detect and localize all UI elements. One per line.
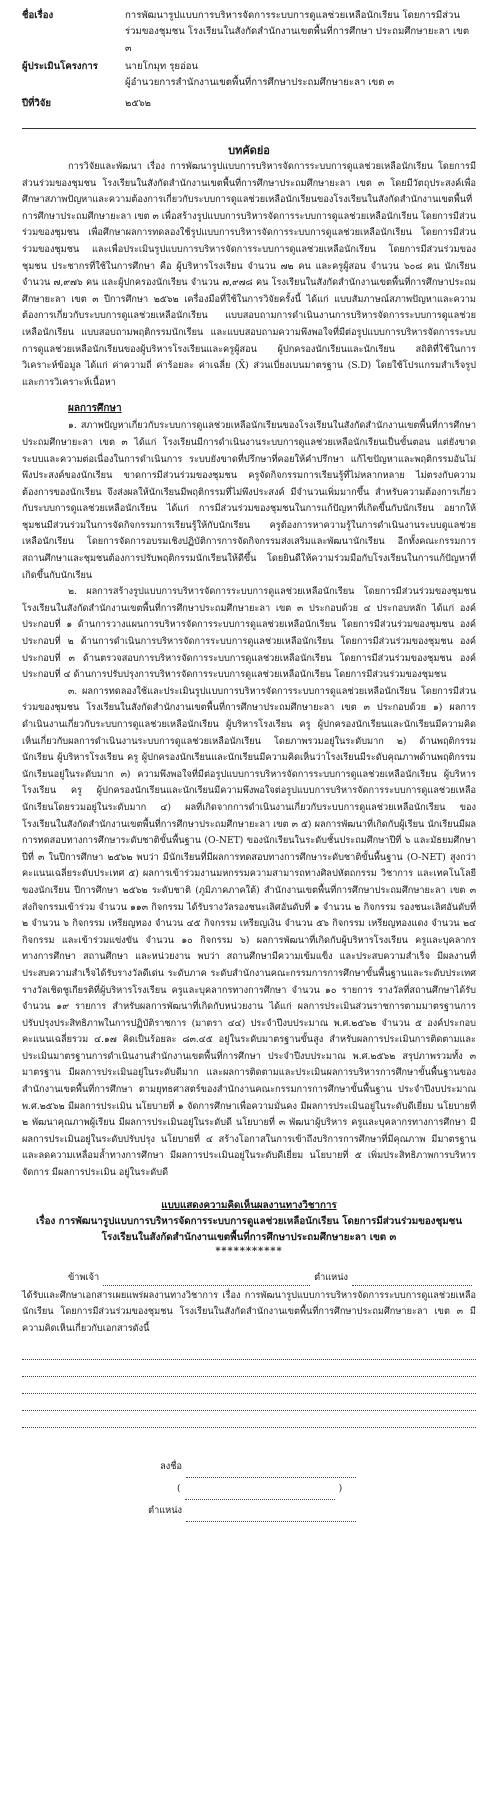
respondent-position-field[interactable]	[352, 1275, 472, 1286]
sign-position-label: ตำแหน่ง	[148, 1505, 182, 1517]
topic-value: การพัฒนารูปแบบการบริหารจัดการระบบการดูแลช่วยเหลือนักเรียน โดยการมีส่วนร่วมของชุมชน โรงเรียนในสังกัดสำนักงานเขตพื้นที่การศึกษา ประถมศึกษายะลา เขต ๓	[125, 10, 470, 54]
topic-label: ชื่อเรื่อง	[22, 10, 54, 21]
result-item-3: ๓. ผลการทดลองใช้และประเมินรูปแบบการบริหารจัดการระบบการดูแลช่วยเหลือนักเรียน โดยการมีส่วนร่วมของชุมชน โรงเรียนในสังกัดสำนักงานเขตพื้นที่การศึกษาประถมศึกษายะลา เขต ๓ ประกอบด้วย ๑) ผลการดำเนินงานเกี่ยวกับระบบการดูแลช่วยเหลือนักเรียน ผู้บริหารโรงเรียน ครู ผู้ปกครองนักเรียนและนักเรียนมีความคิดเห็นเกี่ยวกับผลการดำเนินงานระบบการดูแลช่วยเหลือนักเรียน โดยภาพรวมอยู่ในระดับมาก ๒) ด้านพฤติกรรมนักเรียน ผู้บริหารโรงเรียน ครู ผู้ปกครองนักเรียนและนักเรียนมีความคิดเห็นว่าโรงเรียนมีระดับคุณภาพด้านพฤติกรรมนักเรียนอยู่ในระดับมาก ๓) ความพึงพอใจที่มีต่อรูปแบบการบริหารจัดการระบบการดูแลช่วยเหลือนักเรียน ผู้บริหารโรงเรียน ครู ผู้ปกครองนักเรียนและนักเรียนมีความพึงพอใจต่อรูปแบบการบริหารจัดการระบบการดูแลช่วยเหลือนักเรียนโดยรวมอยู่ในระดับมาก ๔) ผลที่เกิดจากการดำเนินงานเกี่ยวกับระบบการดูแลช่วยเหลือนักเรียน ของโรงเรียนในสังกัดสำนักงานเขตพื้นที่การศึกษาประถมศึกษายะลา เขต ๓ ๕) ผลการพัฒนาที่เกิดกับผู้เรียน นักเรียนมีผลการทดสอบทางการศึกษาระดับชาติขั้นพื้นฐาน (O-NET) ของนักเรียนในระดับชั้นประถมศึกษาปีที่ ๖ และมัธยมศึกษาปีที่ ๓ ในปีการศึกษา ๒๕๖๒ พบว่า มีนักเรียนที่มีผลการทดสอบทางการศึกษาระดับชาติขั้นพื้นฐาน (O-NET) สูงกว่าคะแนนเฉลี่ยระดับประเทศ ๕) ผลการเข้าร่วมงานมหกรรมความสามารถทางศิลปหัตถกรรม วิชาการ และเทคโนโลยีของนักเรียน ปีการศึกษา ๒๕๖๒ ระดับชาติ (ภูมิภาคภาคใต้) สำนักงานเขตพื้นที่การศึกษาประถมศึกษายะลา เขต ๓ ส่งกิจกรรมเข้าร่วม จำนวน ๑๑๓ กิจกรรม ได้รับรางวัลรองชนะเลิศอันดับที่ ๑ จำนวน ๒ กิจกรรม รองชนะเลิศอันดับที่ ๒ จำนวน ๖ กิจกรรม เหรียญทอง จำนวน ๔๕ กิจกรรม เหรียญเงิน จำนวน ๕๖ กิจกรรม เหรียญทองแดง จำนวน ๒๔ กิจกรรม และเข้าร่วมแข่งขัน จำนวน ๑๐ กิจกรรม ๖) ผลการพัฒนาที่เกิดกับผู้บริหารโรงเรียน ครูและบุคลากรทางการศึกษา สถานศึกษา และหน่วยงาน พบว่า สถานศึกษามีความเข้มแข็ง และประสบความสำเร็จ มีผลงานที่ประสบความสำเร็จได้รับรางวัลดีเด่น ระดับภาค ระดับสำนักงานคณะกรรมการการศึกษาขั้นพื้นฐานและระดับประเทศ รางวัลเชิดชูเกียรติที่ผู้บริหารโรงเรียน ครูและบุคลากรทางการศึกษา จำนวน ๑๐ รายการ รางวัลที่สถานศึกษาได้รับ จำนวน ๑๙ รายการ สำหรับผลการพัฒนาที่เกิดกับหน่วยงาน ได้แก่ ผลการประเมินส่วนราชการตามมาตรฐานการปรับปรุงประสิทธิภาพในการปฏิบัติราชการ (มาตรา ๔๔) ประจำปีงบประมาณ พ.ศ.๒๕๖๒ จำนวน ๕ องค์ประกอบ คะแนนเฉลี่ยรวม ๔.๑๗ คิดเป็นร้อยละ ๘๓.๔๕ อยู่ในระดับมาตรฐานขั้นสูง สำหรับผลการประเมินการติดตามและประเมินมาตรฐานการดำเนินงานสำนักงานเขตพื้นที่การศึกษา ประจำปีงบประมาณ พ.ศ.๒๕๖๒ สรุปภาพรวมทั้ง ๓ มาตรฐาน มีผลการประเมินอยู่ในระดับดีมาก และผลการติดตามและประเมินผลการบริหารการศึกษาขั้นพื้นฐานของสำนักงานเขตพื้นที่การศึกษา ตามยุทธศาสตร์ของสำนักงานคณะกรรมการการศึกษาขั้นพื้นฐาน ประจำปีงบประมาณ พ.ศ.๒๕๖๒ มีผลการประเมิน นโยบายที่ ๑ จัดการศึกษาเพื่อความมั่นคง มีผลการประเมินอยู่ในระดับดีเยี่ยม นโยบายที่ ๒ พัฒนาคุณภาพผู้เรียน มีผลการประเมินอยู่ในระดับดี นโยบายที่ ๓ พัฒนาผู้บริหาร ครูและบุคลากรทางการศึกษา มีผลการประเมินอยู่ในระดับปรับปรุง นโยบายที่ ๔ สร้างโอกาสในการเข้าถึงบริการการศึกษาที่มีคุณภาพ มีมาตรฐานและลดความเหลื่อมล้ำทางการศึกษา มีผลการประเมินอยู่ในระดับดีเยี่ยม นโยบายที่ ๕ เพิ่มประสิทธิภาพการบริหารจัดการ มีผลการประเมิน อยู่ในระดับดี	[22, 685, 476, 1179]
opinion-line[interactable]	[22, 1360, 476, 1377]
opinion-line[interactable]	[22, 1411, 476, 1428]
form-title-line-3: โรงเรียนในสังกัดสำนักงานเขตพื้นที่การศึกษาประถมศึกษายะลา เขต ๓	[101, 1231, 397, 1243]
evaluator-name: นายโกมุท รุยอ่อน	[125, 61, 199, 72]
results-heading: ผลการศึกษา	[68, 403, 122, 415]
opinion-line[interactable]	[22, 1394, 476, 1411]
result-item-2: ๒. ผลการสร้างรูปแบบการบริหารจัดการระบบการดูแลช่วยเหลือนักเรียน โดยการมีส่วนร่วมของชุมชน โรงเรียนในสังกัดสำนักงานเขตพื้นที่การศึกษาประถมศึกษายะลา เขต ๓ ประกอบด้วย ๔ ประกอบหลัก ได้แก่ องค์ประกอบที่ ๑ ด้านการวางแผนการบริหารจัดการระบบการดูแลช่วยเหลือนักเรียน โดยการมีส่วนร่วมของชุมชน องค์ประกอบที่ ๒ ด้านการดำเนินการบริหารจัดการระบบการดูแลช่วยเหลือนักเรียน โดยการมีส่วนร่วมของชุมชน องค์ประกอบที่ ๓ ด้านตรวจสอบการบริหารจัดการระบบการดูแลช่วยเหลือนักเรียน โดยการมีส่วนร่วมของชุมชน องค์ประกอบที่ ๔ ด้านการปรับปรุงการบริหารจัดการระบบการดูแลช่วยเหลือนักเรียน โดยการมีส่วนร่วมของชุมชน	[22, 586, 476, 681]
signer-position-field[interactable]	[186, 1511, 356, 1522]
form-title-line-1: แบบแสดงความคิดเห็นผลงานทางวิชาการ	[161, 1199, 337, 1211]
signature-block	[22, 1456, 476, 1522]
form-body	[22, 1270, 476, 1429]
header-divider	[22, 128, 476, 129]
opinion-line[interactable]	[22, 1377, 476, 1394]
year-label: ปีที่วิจัย	[22, 98, 52, 109]
topic-row	[22, 8, 476, 57]
year-row	[22, 96, 476, 114]
year-value: ๒๕๖๒	[125, 98, 151, 109]
form-statement: ได้รับและศึกษาเอกสารเผยแพร่ผลงานทางวิชาการ เรื่อง การพัฒนารูปแบบการบริหารจัดการระบบการดูแลช่วยเหลือนักเรียน โดยการมีส่วนร่วมของชุมชน โรงเรียนในสังกัดสำนักงานเขตพื้นที่การศึกษาประถมศึกษายะลา เขต ๓ มีความคิดเห็นเกี่ยวกับเอกสารดังนี้	[22, 1290, 476, 1334]
printed-name-field[interactable]	[185, 1489, 335, 1500]
me-label: ข้าพเจ้า	[68, 1271, 100, 1283]
respondent-row	[68, 1270, 476, 1286]
printed-name-row	[177, 1478, 476, 1500]
paren-close: )	[338, 1483, 343, 1495]
signature-row	[142, 1456, 476, 1478]
evaluator-label: ผู้ประเมินโครงการ	[22, 61, 98, 72]
signer-position-row	[142, 1500, 476, 1522]
form-title	[22, 1198, 476, 1246]
evaluator-value	[125, 59, 476, 92]
position-label: ตำแหน่ง	[314, 1271, 348, 1283]
evaluator-row	[22, 59, 476, 92]
evaluator-position: ผู้อำนวยการสำนักงานเขตพื้นที่การศึกษาประถมศึกษายะลา เขต ๓	[125, 77, 395, 89]
signature-field[interactable]	[186, 1467, 356, 1478]
opinion-line[interactable]	[22, 1343, 476, 1360]
result-item-1: ๑. สภาพปัญหาเกี่ยวกับระบบการดูแลช่วยเหลือนักเรียนของโรงเรียนในสังกัดสำนักงานเขตพื้นที่การศึกษาประถมศึกษายะลา เขต ๓ ได้แก่ โรงเรียนมีการดำเนินงานระบบการดูแลช่วยเหลือนักเรียนเป็นขั้นตอน แต่ยังขาดระบบและความต่อเนื่องในการดำเนินการ ระบบยังขาดที่ปรึกษาที่คอยให้คำปรึกษา แก้ไขปัญหาและพฤติกรรมอันไม่พึงประสงค์ของนักเรียน ขาดการมีส่วนร่วมของชุมชน ครูจัดกิจกรรมการเรียนรู้ที่ไม่หลากหลาย ไม่ตรงกับความต้องการของนักเรียน จึงส่งผลให้นักเรียนมีพฤติกรรมที่ไม่พึงประสงค์ มีจำนวนเพิ่มมากขึ้น สำหรับความต้องการเกี่ยวกับระบบการดูแลช่วยเหลือนักเรียน ได้แก่ การมีส่วนร่วมของชุมชนในการแก้ปัญหาที่เกิดขึ้นกับนักเรียน อยากให้ชุมชนมีส่วนร่วมในการจัดกิจกรรมการเรียนรู้ให้กับนักเรียน ครูต้องการหาความรู้ในการดำเนินงานระบบดูแลช่วยเหลือนักเรียน โดยการจัดการอบรมเชิงปฏิบัติการการจัดกิจกรรมส่งเสริมและพัฒนานักเรียน อีกทั้งคณะกรรมการสถานศึกษาและชุมชนต้องการปรับพฤติกรรมนักเรียนให้ดีขึ้น โดยยินดีให้ความร่วมมือกับโรงเรียนในการแก้ปัญหาที่เกิดขึ้นกับนักเรียน	[22, 420, 476, 581]
sign-label: ลงชื่อ	[160, 1461, 182, 1473]
form-title-line-2: เรื่อง การพัฒนารูปแบบการบริหารจัดการระบบการดูแลช่วยเหลือนักเรียน โดยการมีส่วนร่วมของชุมชน	[35, 1215, 463, 1227]
paren-open: (	[177, 1483, 181, 1495]
form-stars-divider: ***********	[215, 1245, 283, 1257]
respondent-name-field[interactable]	[103, 1275, 310, 1286]
abstract-title: บทคัดย่อ	[228, 144, 270, 157]
abstract-intro: การวิจัยและพัฒนา เรื่อง การพัฒนารูปแบบการบริหารจัดการระบบการดูแลช่วยเหลือนักเรียน โดยการมีส่วนร่วมของชุมชน โรงเรียนในสังกัดสำนักงานเขตพื้นที่การศึกษาประถมศึกษายะลา เขต ๓ โดยมีวัตถุประสงค์เพื่อศึกษาสภาพปัญหาและความต้องการเกี่ยวกับระบบการดูแลช่วยเหลือนักเรียนของโรงเรียนในสังกัดสำนักงานเขตพื้นที่การศึกษาประถมศึกษายะลา เขต ๓ เพื่อสร้างรูปแบบการบริหารจัดการระบบการดูแลช่วยเหลือนักเรียน โดยการมีส่วนร่วมของชุมชน เพื่อศึกษาผลการทดลองใช้รูปแบบการบริหารจัดการระบบการดูแลช่วยเหลือนักเรียน โดยการมีส่วนร่วมของชุมชน และเพื่อประเมินรูปแบบการบริหารจัดการระบบการดูแลช่วยเหลือนักเรียน โดยการมีส่วนร่วมของชุมชน ประชากรที่ใช้ในการศึกษา คือ ผู้บริหารโรงเรียน จำนวน ๗๒ คน และครูผู้สอน จำนวน ๖๐๘ คน นักเรียน จำนวน ๗,๙๗๖ คน และผู้ปกครองนักเรียน จำนวน ๗,๙๗๘ คน โรงเรียนในสังกัดสำนักงานเขตพื้นที่การศึกษาประถมศึกษายะลา เขต ๓ ปีการศึกษา ๒๕๖๒ เครื่องมือที่ใช้ในการวิจัยครั้งนี้ ได้แก่ แบบสัมภาษณ์สภาพปัญหาและความต้องการเกี่ยวกับระบบการดูแลช่วยเหลือนักเรียน แบบสอบถามการดำเนินงานการบริหารจัดการระบบการดูแลช่วยเหลือนักเรียน แบบสอบถามพฤติกรรมนักเรียน และแบบสอบถามความพึงพอใจที่มีต่อรูปแบบการบริหารจัดการระบบการดูแลช่วยเหลือนักเรียนของผู้บริหารโรงเรียนและครูผู้สอน ผู้ปกครองนักเรียนและนักเรียน สถิติที่ใช้ในการวิเคราะห์ข้อมูล ได้แก่ ค่าความถี่ ค่าร้อยละ ค่าเฉลี่ย (X̄) ส่วนเบี่ยงเบนมาตรฐาน (S.D) โดยใช้โปรแกรมสำเร็จรูป และการวิเคราะห์เนื้อหา	[22, 161, 476, 388]
metadata-block	[22, 8, 476, 114]
